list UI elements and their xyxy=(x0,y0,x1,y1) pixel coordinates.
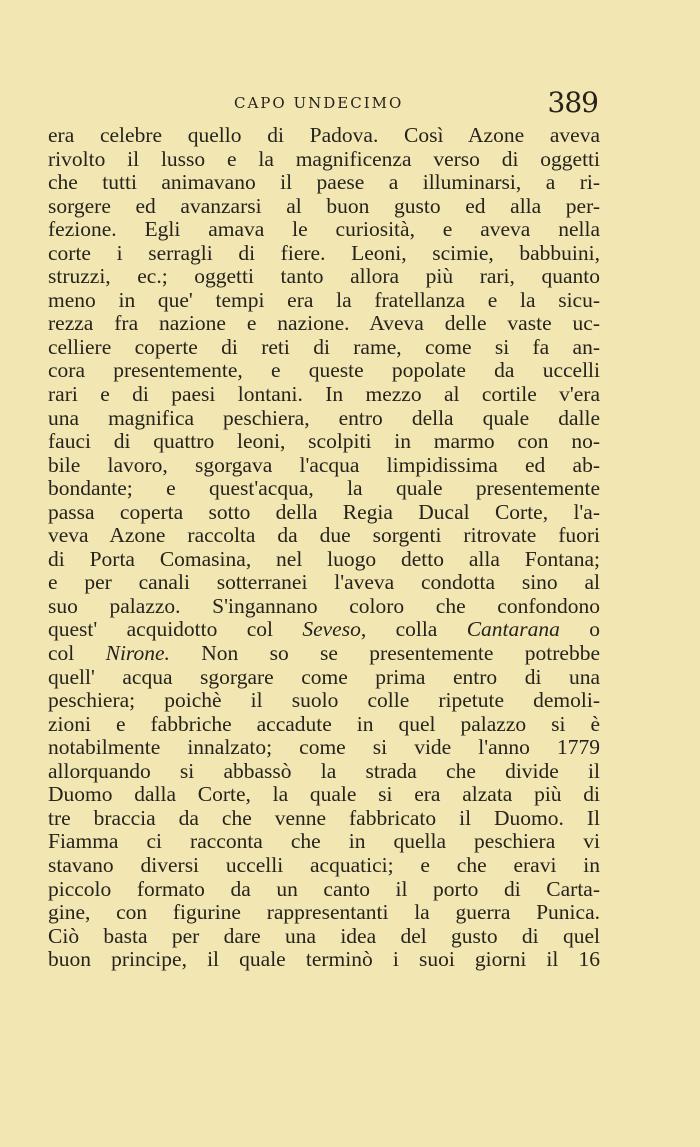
text-segment: corte i serragli di fiere. Leoni, scimie, babbuini, xyxy=(48,240,600,265)
text-line xyxy=(48,760,600,784)
text-line xyxy=(48,477,600,501)
text-line xyxy=(48,454,600,478)
page-header xyxy=(46,86,598,120)
text-line xyxy=(48,524,600,548)
text-segment: bondante; e quest'acqua, la quale presentemente xyxy=(48,476,600,501)
text-segment: celliere coperte di reti di rame, come si fa an- xyxy=(48,334,600,359)
text-line xyxy=(48,830,600,854)
text-line xyxy=(48,242,600,266)
running-head: CAPO UNDECIMO xyxy=(234,94,404,112)
text-line xyxy=(48,312,600,336)
text-segment: o xyxy=(559,617,601,642)
text-line xyxy=(48,783,600,807)
text-segment: sorgere ed avanzarsi al buon gusto ed alla per- xyxy=(48,193,600,218)
text-segment: che tutti animavano il paese a illuminarsi, a ri- xyxy=(48,170,600,195)
text-segment: e per canali sotterranei l'aveva condotta sino al xyxy=(48,570,600,595)
text-line xyxy=(48,571,600,595)
text-line xyxy=(48,336,600,360)
text-segment: zioni e fabbriche accadute in quel palazzo si è xyxy=(48,711,600,736)
text-line xyxy=(48,148,600,172)
text-line xyxy=(48,854,600,878)
text-segment: buon principe, il quale terminò i suoi giorni il 16 xyxy=(48,947,600,972)
body-text xyxy=(48,124,600,972)
italic-text: Cantarana xyxy=(466,617,560,642)
text-segment: col xyxy=(48,641,106,666)
text-line xyxy=(48,124,600,148)
text-segment: Duomo dalla Corte, la quale si era alzata più di xyxy=(48,782,600,807)
text-segment: tre braccia da che venne fabbricato il Duomo. Il xyxy=(48,805,600,830)
italic-text: Nirone. xyxy=(105,641,170,666)
text-segment: rezza fra nazione e nazione. Aveva delle vaste uc- xyxy=(48,311,600,336)
text-segment: stavano diversi uccelli acquatici; e che eravi in xyxy=(48,852,600,877)
text-line xyxy=(48,195,600,219)
text-segment: cora presentemente, e queste popolate da uccelli xyxy=(48,358,600,383)
text-segment: allorquando si abbassò la strada che divide il xyxy=(48,758,600,783)
text-segment: , colla xyxy=(360,617,467,642)
text-segment: veva Azone raccolta da due sorgenti ritrovate fuori xyxy=(48,523,600,548)
text-line xyxy=(48,383,600,407)
text-segment: rivolto il lusso e la magnificenza verso di oggetti xyxy=(48,146,600,171)
text-segment: piccolo formato da un canto il porto di Carta- xyxy=(48,876,600,901)
text-line xyxy=(48,713,600,737)
text-line xyxy=(48,501,600,525)
text-line xyxy=(48,595,600,619)
text-segment: quest' acquidotto col xyxy=(48,617,303,642)
text-line xyxy=(48,925,600,949)
text-segment: passa coperta sotto della Regia Ducal Corte, l'a- xyxy=(48,499,600,524)
text-line xyxy=(48,359,600,383)
text-segment: meno in que' tempi era la fratellanza e la sicu- xyxy=(48,287,600,312)
text-segment: rari e di paesi lontani. In mezzo al cortile v'era xyxy=(48,382,600,407)
text-line xyxy=(48,901,600,925)
text-line xyxy=(48,430,600,454)
text-line xyxy=(48,948,600,972)
text-line xyxy=(48,666,600,690)
text-segment: di Porta Comasina, nel luogo detto alla Fontana; xyxy=(48,546,600,571)
text-line xyxy=(48,407,600,431)
text-segment: peschiera; poichè il suolo colle ripetute demoli- xyxy=(48,688,600,713)
text-segment: notabilmente innalzato; come si vide l'anno 1779 xyxy=(48,735,600,760)
text-line xyxy=(48,807,600,831)
text-segment: quell' acqua sgorgare come prima entro di una xyxy=(48,664,600,689)
text-segment: bile lavoro, sgorgava l'acqua limpidissima ed ab- xyxy=(48,452,600,477)
text-line xyxy=(48,265,600,289)
text-line xyxy=(48,736,600,760)
text-segment: fauci di quattro leoni, scolpiti in marmo con no- xyxy=(48,429,600,454)
text-segment: fezione. Egli amava le curiosità, e aveva nella xyxy=(48,217,600,242)
text-line xyxy=(48,618,600,642)
text-line xyxy=(48,548,600,572)
text-line xyxy=(48,878,600,902)
text-line xyxy=(48,171,600,195)
text-line xyxy=(48,289,600,313)
text-segment: una magnifica peschiera, entro della quale dalle xyxy=(48,405,600,430)
text-line xyxy=(48,689,600,713)
text-segment: Fiamma ci racconta che in quella peschiera vi xyxy=(48,829,600,854)
text-segment: suo palazzo. S'ingannano coloro che confondono xyxy=(48,593,600,618)
text-segment: Non so se presentemente potrebbe xyxy=(169,641,600,666)
text-line xyxy=(48,218,600,242)
page-number: 389 xyxy=(547,86,598,119)
text-line xyxy=(48,642,600,666)
text-segment: Ciò basta per dare una idea del gusto di quel xyxy=(48,923,600,948)
text-segment: era celebre quello di Padova. Così Azone aveva xyxy=(48,123,600,147)
italic-text: Seveso xyxy=(302,617,361,642)
text-segment: struzzi, ec.; oggetti tanto allora più rari, quanto xyxy=(48,264,600,289)
text-segment: gine, con figurine rappresentanti la guerra Punica. xyxy=(48,900,600,925)
